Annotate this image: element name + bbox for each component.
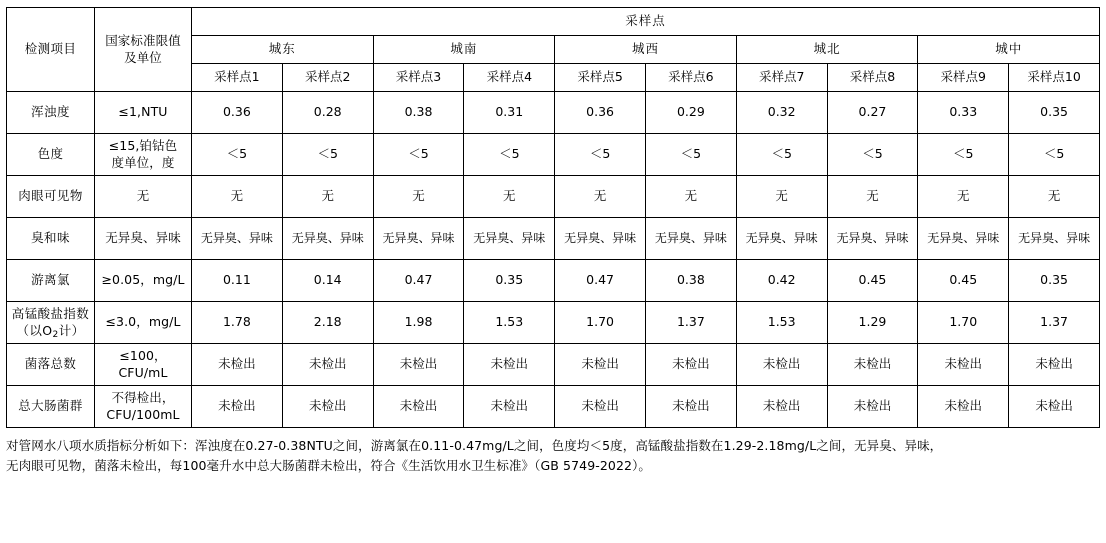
table-row <box>7 176 1100 218</box>
cell-value: 1.53 <box>736 302 827 344</box>
cell-value: 无 <box>464 176 555 218</box>
row-item-name: 浑浊度 <box>7 92 95 134</box>
cell-value: 2.18 <box>282 302 373 344</box>
cell-value: 未检出 <box>827 344 918 386</box>
cell-value: 0.45 <box>827 260 918 302</box>
header-std-label <box>95 8 192 92</box>
cell-value: 无 <box>918 176 1009 218</box>
cell-value: 0.47 <box>373 260 464 302</box>
cell-value: 0.32 <box>736 92 827 134</box>
cell-value: 无异臭、异味 <box>464 218 555 260</box>
cell-value: 未检出 <box>282 344 373 386</box>
row-std-value: 无异臭、异味 <box>95 218 192 260</box>
cell-value: 无异臭、异味 <box>1009 218 1100 260</box>
cell-value: 0.45 <box>918 260 1009 302</box>
sample-head-5: 采样点5 <box>555 64 646 92</box>
row-item-name: 高锰酸盐指数 （以$O_2$计） <box>7 302 95 344</box>
footnote-line-2: 无肉眼可见物，菌落未检出，每100毫升水中总大肠菌群未检出，符合《生活饮用水卫生标准》（GB 5749-2022）。 <box>6 458 652 473</box>
group-head-1: 城东 <box>192 36 374 64</box>
cell-value: ＜5 <box>918 134 1009 176</box>
cell-value: 未检出 <box>645 386 736 428</box>
cell-value: 0.36 <box>192 92 283 134</box>
cell-value: 1.70 <box>918 302 1009 344</box>
cell-value: 未检出 <box>464 344 555 386</box>
footnote-line-1: 对管网水八项水质指标分析如下：浑浊度在0.27-0.38NTU之间，游离氯在0.11-0.47mg/L之间，色度均＜5度，高锰酸盐指数在1.29-2.18mg/L之间，无异臭、异味， <box>6 438 943 453</box>
cell-value: 无 <box>555 176 646 218</box>
cell-value: 未检出 <box>373 344 464 386</box>
cell-value: ＜5 <box>192 134 283 176</box>
cell-value: 0.28 <box>282 92 373 134</box>
cell-value: 0.31 <box>464 92 555 134</box>
cell-value: 无异臭、异味 <box>645 218 736 260</box>
header-sampling-label: 采样点 <box>192 8 1100 36</box>
cell-value: 0.27 <box>827 92 918 134</box>
cell-value: ＜5 <box>1009 134 1100 176</box>
cell-value: 未检出 <box>282 386 373 428</box>
sample-head-7: 采样点7 <box>736 64 827 92</box>
cell-value: ＜5 <box>373 134 464 176</box>
cell-value: 0.14 <box>282 260 373 302</box>
row-item-name: 游离氯 <box>7 260 95 302</box>
header-std-line1: 国家标准限值 <box>105 32 181 48</box>
cell-value: 未检出 <box>464 386 555 428</box>
cell-value: 未检出 <box>1009 386 1100 428</box>
cell-value: 未检出 <box>645 344 736 386</box>
cell-value: ＜5 <box>282 134 373 176</box>
cell-value: 无异臭、异味 <box>736 218 827 260</box>
cell-value: 无异臭、异味 <box>192 218 283 260</box>
cell-value: 1.70 <box>555 302 646 344</box>
table-row <box>7 302 1100 344</box>
group-head-5: 城中 <box>918 36 1100 64</box>
row-item-name: 菌落总数 <box>7 344 95 386</box>
row-std-value: 不得检出， CFU/100mL <box>95 386 192 428</box>
table-row <box>7 386 1100 428</box>
row-std-value: ≤15,铂钴色 度单位，度 <box>95 134 192 176</box>
row-std-value: ≤100， CFU/mL <box>95 344 192 386</box>
cell-value: 未检出 <box>1009 344 1100 386</box>
cell-value: 0.33 <box>918 92 1009 134</box>
table-row <box>7 260 1100 302</box>
cell-value: 未检出 <box>918 386 1009 428</box>
cell-value: 未检出 <box>192 386 283 428</box>
table-row <box>7 344 1100 386</box>
cell-value: 未检出 <box>736 344 827 386</box>
cell-value: 0.11 <box>192 260 283 302</box>
cell-value: 无 <box>827 176 918 218</box>
cell-value: 未检出 <box>555 386 646 428</box>
cell-value: ＜5 <box>464 134 555 176</box>
cell-value: 未检出 <box>192 344 283 386</box>
cell-value: 1.37 <box>645 302 736 344</box>
analysis-footnote <box>6 436 1100 476</box>
cell-value: 未检出 <box>736 386 827 428</box>
group-head-3: 城西 <box>555 36 737 64</box>
sample-head-3: 采样点3 <box>373 64 464 92</box>
water-quality-table <box>6 7 1100 428</box>
cell-value: 0.35 <box>1009 92 1100 134</box>
row-std-value: ≥0.05，mg/L <box>95 260 192 302</box>
group-head-4: 城北 <box>736 36 918 64</box>
row-std-value: ≤1,NTU <box>95 92 192 134</box>
row-item-name: 臭和味 <box>7 218 95 260</box>
cell-value: 0.29 <box>645 92 736 134</box>
table-row <box>7 92 1100 134</box>
sample-head-4: 采样点4 <box>464 64 555 92</box>
header-std-line2: 及单位 <box>124 49 162 65</box>
cell-value: 未检出 <box>827 386 918 428</box>
header-item-label: 检测项目 <box>7 8 95 92</box>
cell-value: 无 <box>192 176 283 218</box>
cell-value: 无异臭、异味 <box>918 218 1009 260</box>
cell-value: 无 <box>373 176 464 218</box>
cell-value: 未检出 <box>555 344 646 386</box>
cell-value: 0.38 <box>373 92 464 134</box>
cell-value: 0.42 <box>736 260 827 302</box>
sample-head-1: 采样点1 <box>192 64 283 92</box>
cell-value: 0.35 <box>1009 260 1100 302</box>
cell-value: 无 <box>282 176 373 218</box>
sample-head-8: 采样点8 <box>827 64 918 92</box>
cell-value: 无异臭、异味 <box>555 218 646 260</box>
cell-value: 未检出 <box>373 386 464 428</box>
row-std-value: 无 <box>95 176 192 218</box>
table-row <box>7 134 1100 176</box>
sample-head-9: 采样点9 <box>918 64 1009 92</box>
row-item-name: 色度 <box>7 134 95 176</box>
cell-value: ＜5 <box>645 134 736 176</box>
cell-value: 无异臭、异味 <box>827 218 918 260</box>
cell-value: 无 <box>736 176 827 218</box>
row-std-value: ≤3.0，mg/L <box>95 302 192 344</box>
cell-value: 0.36 <box>555 92 646 134</box>
cell-value: ＜5 <box>827 134 918 176</box>
cell-value: 未检出 <box>918 344 1009 386</box>
cell-value: 1.29 <box>827 302 918 344</box>
table-row <box>7 218 1100 260</box>
cell-value: 无异臭、异味 <box>282 218 373 260</box>
cell-value: 无异臭、异味 <box>373 218 464 260</box>
sample-head-10: 采样点10 <box>1009 64 1100 92</box>
sample-head-2: 采样点2 <box>282 64 373 92</box>
cell-value: 1.53 <box>464 302 555 344</box>
group-head-2: 城南 <box>373 36 555 64</box>
cell-value: ＜5 <box>555 134 646 176</box>
row-item-name: 肉眼可见物 <box>7 176 95 218</box>
row-item-name: 总大肠菌群 <box>7 386 95 428</box>
cell-value: 无 <box>645 176 736 218</box>
sample-head-6: 采样点6 <box>645 64 736 92</box>
cell-value: ＜5 <box>736 134 827 176</box>
cell-value: 0.47 <box>555 260 646 302</box>
cell-value: 1.98 <box>373 302 464 344</box>
cell-value: 0.35 <box>464 260 555 302</box>
cell-value: 1.37 <box>1009 302 1100 344</box>
cell-value: 1.78 <box>192 302 283 344</box>
table-header-row-1 <box>7 8 1100 36</box>
cell-value: 0.38 <box>645 260 736 302</box>
cell-value: 无 <box>1009 176 1100 218</box>
